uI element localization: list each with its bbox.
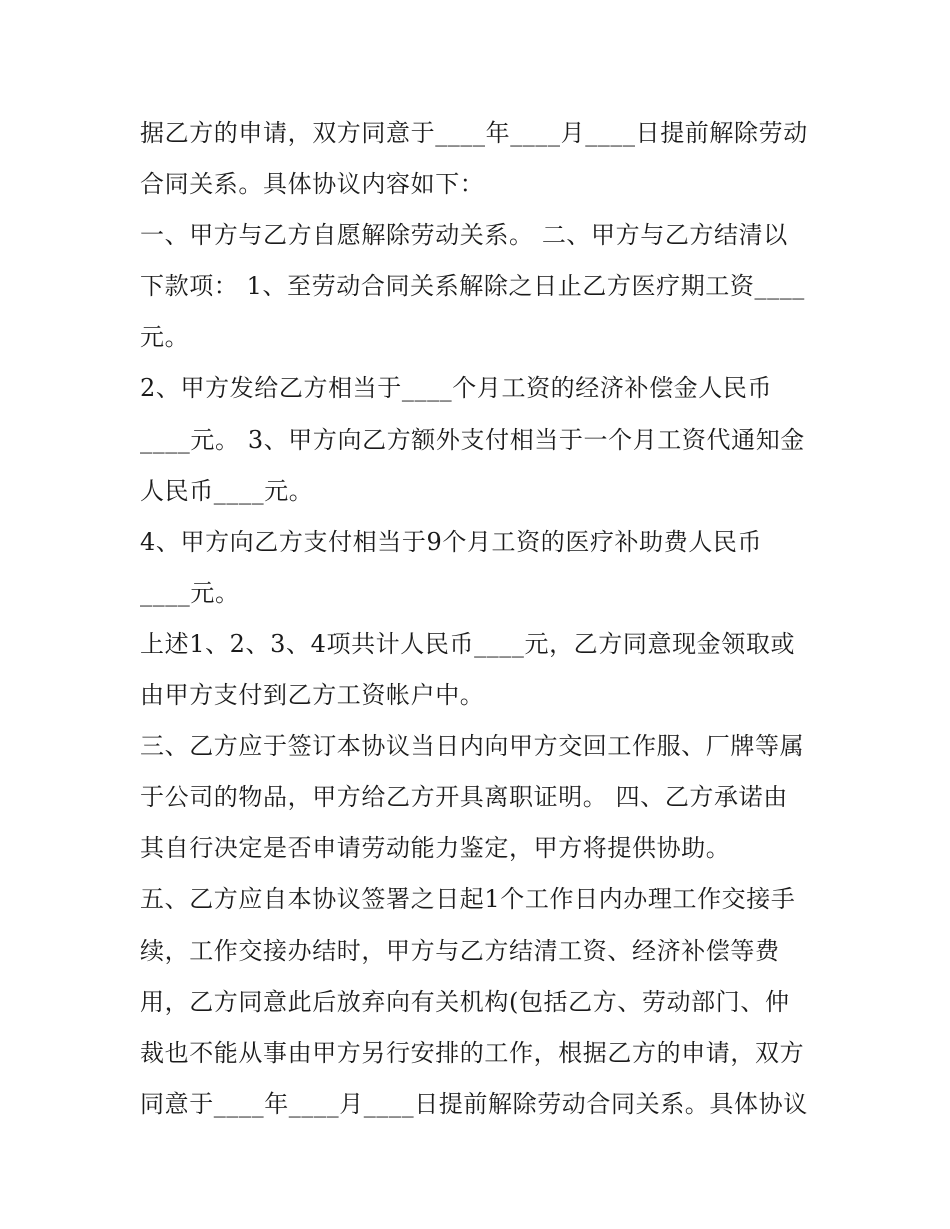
text-line: 裁也不能从事由甲方另行安排的工作，根据乙方的申请，双方 bbox=[140, 1038, 805, 1067]
text-line: 上述1、2、3、4项共计人民币____元，乙方同意现金领取或 bbox=[140, 629, 796, 658]
text-line: 一、甲方与乙方自愿解除劳动关系。 二、甲方与乙方结清以 bbox=[140, 221, 788, 250]
text-line: 由甲方支付到乙方工资帐户中。 bbox=[140, 681, 485, 710]
agreement-body bbox=[140, 108, 820, 1130]
text-line: 用，乙方同意此后放弃向有关机构(包括乙方、劳动部门、仲 bbox=[140, 987, 790, 1016]
text-line: 下款项： 1、至劳动合同关系解除之日止乙方医疗期工资____ bbox=[140, 272, 805, 301]
text-line: 三、乙方应于签订本协议当日内向甲方交回工作服、厂牌等属 bbox=[140, 732, 805, 761]
text-line: 续，工作交接办结时，甲方与乙方结清工资、经济补偿等费 bbox=[140, 936, 780, 965]
text-line: 元。 bbox=[140, 323, 190, 352]
text-line: 据乙方的申请，双方同意于____年____月____日提前解除劳动 bbox=[140, 119, 808, 147]
text-line: 五、乙方应自本协议签署之日起1个工作日内办理工作交接手 bbox=[140, 885, 796, 914]
text-line: ____元。 3、甲方向乙方额外支付相当于一个月工资代通知金 bbox=[140, 425, 805, 454]
text-line: 人民币____元。 bbox=[140, 476, 314, 505]
text-line: 4、甲方向乙方支付相当于9个月工资的医疗补助费人民币 bbox=[140, 527, 763, 556]
text-line: 2、甲方发给乙方相当于____个月工资的经济补偿金人民币 bbox=[140, 374, 773, 403]
text-line: 其自行决定是否申请劳动能力鉴定，甲方将提供协助。 bbox=[140, 834, 731, 863]
text-line: 同意于____年____月____日提前解除劳动合同关系。具体协议 bbox=[140, 1089, 808, 1118]
text-line: 合同关系。具体协议内容如下： bbox=[140, 170, 485, 199]
text-line: ____元。 bbox=[140, 578, 240, 607]
text-line: 于公司的物品，甲方给乙方开具离职证明。 四、乙方承诺由 bbox=[140, 783, 788, 812]
